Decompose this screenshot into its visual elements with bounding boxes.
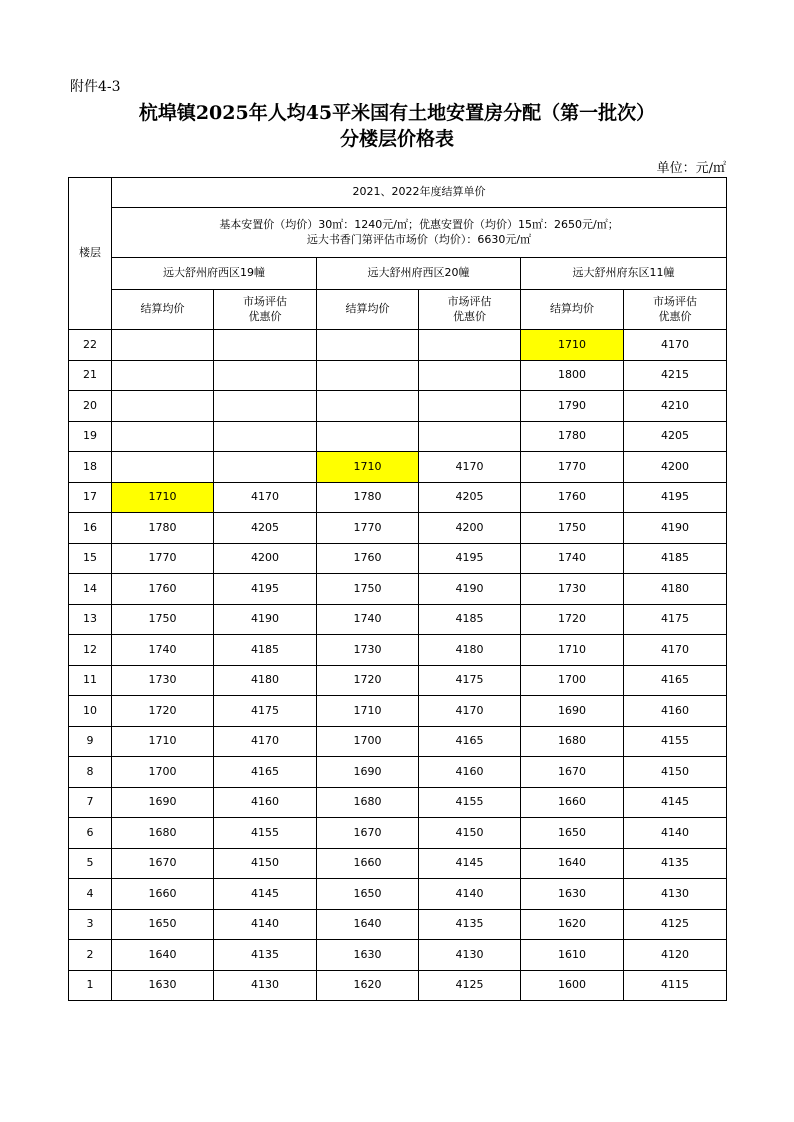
market-price-cell (214, 452, 317, 483)
market-price-cell: 4135 (624, 848, 727, 879)
market-price-cell: 4165 (624, 665, 727, 696)
settle-price-cell: 1740 (112, 635, 214, 666)
settle-price-header: 结算均价 (521, 290, 624, 330)
market-price-cell: 4190 (419, 574, 521, 605)
table-row (69, 360, 727, 391)
table-row (69, 726, 727, 757)
settle-price-cell: 1750 (521, 513, 624, 544)
market-price-cell: 4145 (419, 848, 521, 879)
settle-price-cell: 1670 (521, 757, 624, 788)
market-price-cell: 4170 (624, 330, 727, 361)
market-price-header-line1: 市场评估 (447, 295, 492, 309)
market-price-cell (419, 360, 521, 391)
settle-price-cell (112, 360, 214, 391)
table-row (69, 513, 727, 544)
settle-price-cell: 1680 (317, 787, 419, 818)
market-price-cell: 4130 (214, 970, 317, 1001)
market-price-cell: 4130 (419, 940, 521, 971)
market-price-cell: 4180 (214, 665, 317, 696)
settle-price-cell: 1650 (521, 818, 624, 849)
floor-header: 楼层 (69, 178, 112, 330)
settle-price-cell: 1690 (112, 787, 214, 818)
floor-cell: 4 (69, 879, 112, 910)
settle-price-cell: 1760 (521, 482, 624, 513)
floor-cell: 2 (69, 940, 112, 971)
table-row (69, 543, 727, 574)
table-row (69, 635, 727, 666)
floor-cell: 20 (69, 391, 112, 422)
settle-price-cell: 1710 (317, 452, 419, 483)
market-price-cell: 4135 (214, 940, 317, 971)
market-price-cell: 4115 (624, 970, 727, 1001)
table-row (69, 452, 727, 483)
price-table (68, 177, 727, 1001)
group-header: 2021、2022年度结算单价 (112, 178, 727, 208)
floor-cell: 5 (69, 848, 112, 879)
settle-price-cell: 1680 (112, 818, 214, 849)
market-price-header-line2: 优惠价 (453, 309, 486, 323)
settle-price-cell: 1770 (112, 543, 214, 574)
floor-cell: 18 (69, 452, 112, 483)
settle-price-header: 结算均价 (112, 290, 214, 330)
settle-price-cell: 1620 (521, 909, 624, 940)
table-row (69, 391, 727, 422)
settle-price-cell: 1780 (521, 421, 624, 452)
market-price-cell: 4160 (214, 787, 317, 818)
market-price-cell: 4195 (624, 482, 727, 513)
table-row (69, 787, 727, 818)
price-note (112, 208, 727, 258)
market-price-cell: 4185 (624, 543, 727, 574)
market-price-cell: 4150 (624, 757, 727, 788)
market-price-cell: 4170 (214, 482, 317, 513)
settle-price-cell: 1690 (317, 757, 419, 788)
page-subtitle: 分楼层价格表 (339, 128, 454, 150)
floor-cell: 6 (69, 818, 112, 849)
settle-price-cell (112, 452, 214, 483)
market-price-header (624, 290, 727, 330)
floor-cell: 21 (69, 360, 112, 391)
settle-price-cell: 1760 (317, 543, 419, 574)
settle-price-cell: 1720 (521, 604, 624, 635)
table-row (69, 696, 727, 727)
market-price-cell (419, 330, 521, 361)
market-price-cell (214, 330, 317, 361)
settle-price-cell: 1610 (521, 940, 624, 971)
floor-cell: 13 (69, 604, 112, 635)
table-row (69, 818, 727, 849)
floor-cell: 19 (69, 421, 112, 452)
settle-price-cell: 1620 (317, 970, 419, 1001)
settle-price-cell (112, 330, 214, 361)
settle-price-cell: 1770 (317, 513, 419, 544)
table-row (69, 482, 727, 513)
market-price-header-line1: 市场评估 (653, 295, 698, 309)
market-price-cell: 4155 (214, 818, 317, 849)
floor-cell: 1 (69, 970, 112, 1001)
settle-price-cell: 1750 (317, 574, 419, 605)
settle-price-cell (112, 391, 214, 422)
market-price-cell: 4195 (214, 574, 317, 605)
settle-price-cell: 1720 (112, 696, 214, 727)
floor-cell: 8 (69, 757, 112, 788)
market-price-cell: 4170 (624, 635, 727, 666)
floor-cell: 14 (69, 574, 112, 605)
market-price-cell: 4160 (624, 696, 727, 727)
settle-price-cell: 1700 (112, 757, 214, 788)
market-price-cell: 4195 (419, 543, 521, 574)
settle-price-cell: 1700 (521, 665, 624, 696)
market-price-cell (214, 421, 317, 452)
floor-cell: 3 (69, 909, 112, 940)
price-note-line1: 基本安置价（均价）30㎡：1240元/㎡；优惠安置价（均价）15㎡：2650元/㎡； (219, 218, 619, 232)
settle-price-cell: 1630 (317, 940, 419, 971)
market-price-cell: 4205 (214, 513, 317, 544)
market-price-cell: 4150 (214, 848, 317, 879)
floor-cell: 7 (69, 787, 112, 818)
floor-cell: 16 (69, 513, 112, 544)
table-row (69, 848, 727, 879)
market-price-cell: 4200 (214, 543, 317, 574)
market-price-cell: 4170 (419, 452, 521, 483)
market-price-cell: 4205 (419, 482, 521, 513)
table-row (69, 330, 727, 361)
settle-price-cell: 1770 (521, 452, 624, 483)
market-price-cell: 4145 (214, 879, 317, 910)
settle-price-cell: 1790 (521, 391, 624, 422)
settle-price-cell: 1660 (317, 848, 419, 879)
settle-price-cell: 1710 (317, 696, 419, 727)
market-price-cell: 4190 (214, 604, 317, 635)
market-price-cell: 4170 (214, 726, 317, 757)
market-price-cell: 4130 (624, 879, 727, 910)
market-price-cell: 4200 (624, 452, 727, 483)
settle-price-cell: 1710 (521, 635, 624, 666)
settle-price-header: 结算均价 (317, 290, 419, 330)
table-row (69, 879, 727, 910)
settle-price-cell: 1670 (317, 818, 419, 849)
market-price-header (214, 290, 317, 330)
unit-label: 单位：元/㎡ (656, 161, 726, 176)
market-price-header (419, 290, 521, 330)
settle-price-cell: 1660 (112, 879, 214, 910)
market-price-cell: 4175 (419, 665, 521, 696)
settle-price-cell (317, 391, 419, 422)
market-price-cell: 4200 (419, 513, 521, 544)
market-price-cell: 4185 (214, 635, 317, 666)
building-header: 远大舒州府西区19幢 (112, 258, 317, 290)
market-price-cell: 4165 (214, 757, 317, 788)
market-price-cell: 4135 (419, 909, 521, 940)
market-price-cell: 4160 (419, 757, 521, 788)
market-price-cell: 4205 (624, 421, 727, 452)
settle-price-cell: 1740 (521, 543, 624, 574)
market-price-cell: 4155 (419, 787, 521, 818)
settle-price-cell: 1630 (521, 879, 624, 910)
table-row (69, 757, 727, 788)
settle-price-cell: 1710 (521, 330, 624, 361)
attachment-label: 附件4-3 (70, 79, 121, 95)
market-price-cell (214, 360, 317, 391)
table-row (69, 909, 727, 940)
table-row (69, 665, 727, 696)
market-price-header-line2: 优惠价 (658, 309, 692, 323)
market-price-cell: 4180 (419, 635, 521, 666)
settle-price-cell: 1780 (317, 482, 419, 513)
settle-price-cell (317, 360, 419, 391)
market-price-cell: 4125 (624, 909, 727, 940)
settle-price-cell: 1640 (317, 909, 419, 940)
market-price-cell: 4190 (624, 513, 727, 544)
market-price-cell: 4155 (624, 726, 727, 757)
settle-price-cell: 1740 (317, 604, 419, 635)
market-price-cell (419, 421, 521, 452)
market-price-cell (419, 391, 521, 422)
settle-price-cell: 1650 (317, 879, 419, 910)
market-price-cell: 4180 (624, 574, 727, 605)
settle-price-cell (112, 421, 214, 452)
market-price-cell: 4140 (419, 879, 521, 910)
settle-price-cell: 1760 (112, 574, 214, 605)
market-price-cell: 4215 (624, 360, 727, 391)
settle-price-cell (317, 421, 419, 452)
floor-cell: 12 (69, 635, 112, 666)
floor-cell: 9 (69, 726, 112, 757)
building-header: 远大舒州府东区11幢 (521, 258, 727, 290)
table-body (69, 330, 727, 1001)
floor-cell: 15 (69, 543, 112, 574)
market-price-cell: 4165 (419, 726, 521, 757)
market-price-cell (214, 391, 317, 422)
market-price-cell: 4185 (419, 604, 521, 635)
market-price-cell: 4150 (419, 818, 521, 849)
market-price-cell: 4170 (419, 696, 521, 727)
settle-price-cell: 1710 (112, 726, 214, 757)
price-note-line2: 远大书香门第评估市场价（均价）：6630元/㎡ (306, 232, 532, 246)
settle-price-cell: 1630 (112, 970, 214, 1001)
settle-price-cell: 1800 (521, 360, 624, 391)
market-price-cell: 4125 (419, 970, 521, 1001)
settle-price-cell: 1750 (112, 604, 214, 635)
settle-price-cell: 1730 (521, 574, 624, 605)
market-price-cell: 4140 (214, 909, 317, 940)
table-row (69, 574, 727, 605)
market-price-cell: 4175 (624, 604, 727, 635)
table-row (69, 421, 727, 452)
settle-price-cell (317, 330, 419, 361)
market-price-cell: 4210 (624, 391, 727, 422)
settle-price-cell: 1730 (317, 635, 419, 666)
market-price-header-line2: 优惠价 (248, 309, 282, 323)
settle-price-cell: 1730 (112, 665, 214, 696)
settle-price-cell: 1670 (112, 848, 214, 879)
table-row (69, 940, 727, 971)
market-price-cell: 4175 (214, 696, 317, 727)
settle-price-cell: 1660 (521, 787, 624, 818)
settle-price-cell: 1720 (317, 665, 419, 696)
page-title: 杭埠镇2025年人均45平米国有土地安置房分配（第一批次） (138, 102, 656, 124)
building-header: 远大舒州府西区20幢 (317, 258, 521, 290)
table-row (69, 604, 727, 635)
settle-price-cell: 1700 (317, 726, 419, 757)
settle-price-cell: 1680 (521, 726, 624, 757)
floor-cell: 11 (69, 665, 112, 696)
settle-price-cell: 1780 (112, 513, 214, 544)
settle-price-cell: 1600 (521, 970, 624, 1001)
floor-cell: 10 (69, 696, 112, 727)
settle-price-cell: 1640 (112, 940, 214, 971)
market-price-cell: 4145 (624, 787, 727, 818)
market-price-header-line1: 市场评估 (243, 295, 287, 309)
market-price-cell: 4140 (624, 818, 727, 849)
settle-price-cell: 1640 (521, 848, 624, 879)
settle-price-cell: 1690 (521, 696, 624, 727)
settle-price-cell: 1650 (112, 909, 214, 940)
floor-cell: 22 (69, 330, 112, 361)
table-row (69, 970, 727, 1001)
market-price-cell: 4120 (624, 940, 727, 971)
settle-price-cell: 1710 (112, 482, 214, 513)
floor-cell: 17 (69, 482, 112, 513)
